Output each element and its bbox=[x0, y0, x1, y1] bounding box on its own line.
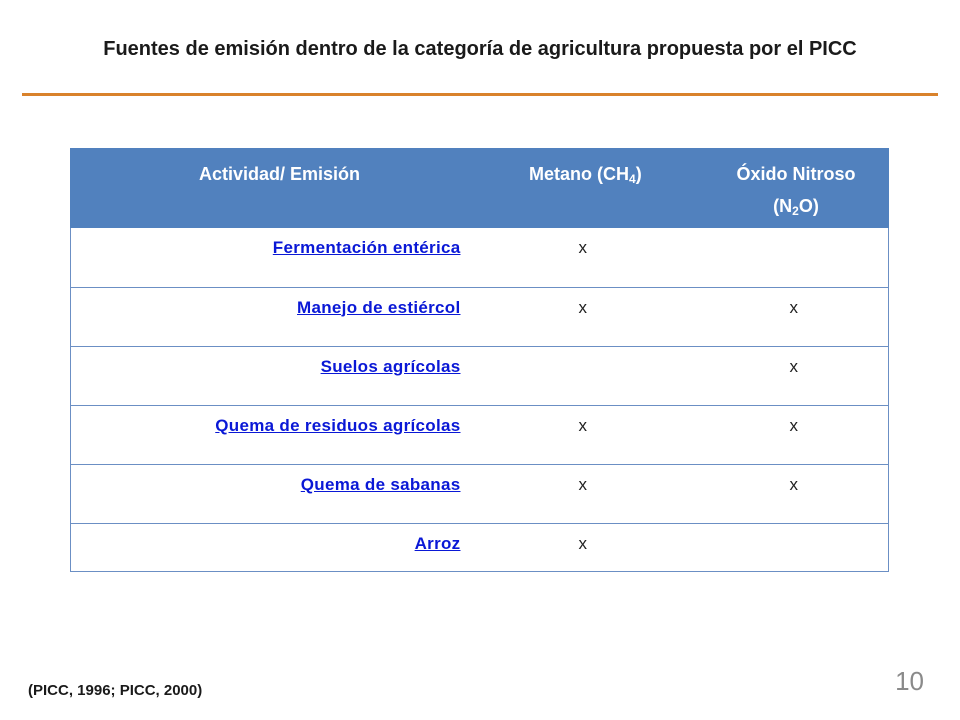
header-n2o-line1: Óxido Nitroso bbox=[736, 164, 856, 184]
header-methane-suffix: ) bbox=[635, 164, 642, 184]
slide-title: Fuentes de emisión dentro de la categoría de agricultura propuesta por el PICC bbox=[103, 38, 857, 60]
activity-link-estiercol[interactable]: Manejo de estiércol bbox=[297, 297, 461, 317]
emissions-table bbox=[70, 148, 889, 572]
methane-mark: x bbox=[489, 405, 704, 464]
methane-mark bbox=[489, 346, 704, 405]
table-row bbox=[71, 405, 889, 464]
table-row bbox=[71, 464, 889, 523]
header-methane-prefix: Metano (CH bbox=[529, 164, 629, 184]
activity-link-suelos[interactable]: Suelos agrícolas bbox=[320, 356, 461, 376]
table-header-row bbox=[71, 148, 889, 228]
methane-mark: x bbox=[489, 464, 704, 523]
methane-mark: x bbox=[489, 228, 704, 287]
activity-link-arroz[interactable]: Arroz bbox=[414, 533, 461, 553]
methane-mark: x bbox=[489, 523, 704, 571]
table-row bbox=[71, 523, 889, 571]
n2o-mark: x bbox=[704, 346, 889, 405]
table-row bbox=[71, 346, 889, 405]
n2o-mark: x bbox=[704, 287, 889, 346]
activity-link-quema-sabanas[interactable]: Quema de sabanas bbox=[300, 474, 461, 494]
header-n2o-sub: 2 bbox=[792, 204, 799, 218]
activity-link-quema-residuos[interactable]: Quema de residuos agrícolas bbox=[215, 415, 461, 435]
header-nitrous-oxide bbox=[704, 148, 889, 228]
methane-mark: x bbox=[489, 287, 704, 346]
n2o-mark bbox=[704, 228, 889, 287]
header-n2o-prefix: (N bbox=[773, 196, 793, 216]
header-activity: Actividad/ Emisión bbox=[71, 148, 489, 228]
table-row bbox=[71, 228, 889, 287]
n2o-mark: x bbox=[704, 464, 889, 523]
n2o-mark bbox=[704, 523, 889, 571]
source-citation: (PICC, 1996; PICC, 2000) bbox=[28, 682, 203, 699]
title-divider bbox=[22, 93, 938, 96]
page-number: 10 bbox=[895, 666, 924, 696]
n2o-mark: x bbox=[704, 405, 889, 464]
header-n2o-suffix: O) bbox=[798, 196, 819, 216]
table-row bbox=[71, 287, 889, 346]
header-methane bbox=[489, 148, 704, 228]
activity-link-fermentacion[interactable]: Fermentación entérica bbox=[272, 238, 461, 257]
header-methane-sub: 4 bbox=[629, 172, 636, 186]
